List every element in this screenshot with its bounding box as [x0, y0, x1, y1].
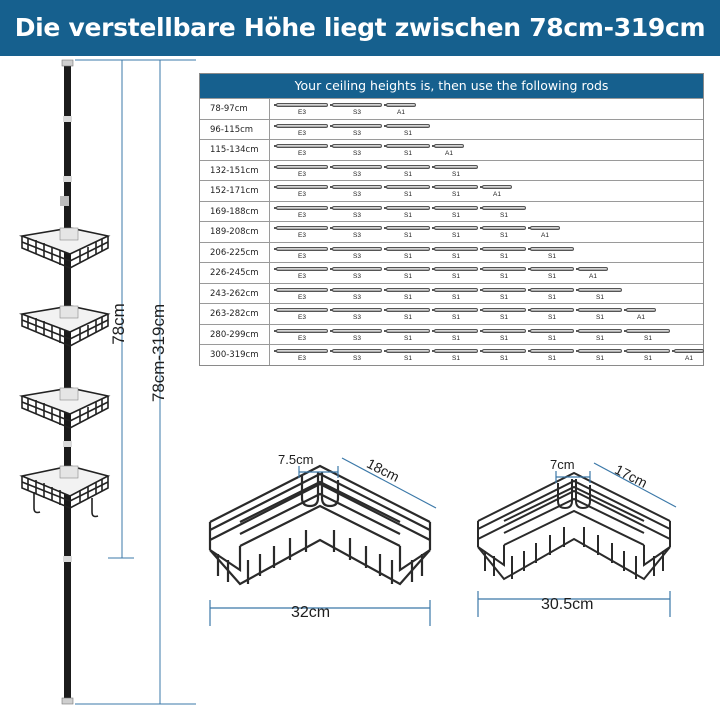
- rod-s1: [482, 204, 526, 221]
- rod-s1: [434, 204, 478, 221]
- rod-label: S1: [596, 293, 604, 301]
- rod-s1: [482, 347, 526, 364]
- rod-bar: [386, 185, 430, 189]
- rod-bar: [332, 226, 382, 230]
- rod-s1: [578, 347, 622, 364]
- rod-label: A1: [685, 355, 693, 362]
- rod-label: S3: [353, 170, 361, 178]
- rod-bar: [332, 185, 382, 189]
- rod-s3: [332, 101, 382, 118]
- large-basket-gap-label: 7.5cm: [278, 452, 314, 467]
- rod-label: S1: [404, 232, 412, 239]
- rod-bar: [386, 329, 430, 333]
- rod-bar: [386, 247, 430, 251]
- rod-s1: [434, 183, 478, 200]
- rod-label: E3: [298, 232, 306, 239]
- rod-label: E3: [298, 314, 306, 321]
- rod-s1: [386, 347, 430, 364]
- rod-label: S3: [353, 109, 361, 116]
- rod-bar: [386, 206, 430, 210]
- rod-bar: [578, 349, 622, 353]
- height-range: 132-151cm: [200, 161, 270, 181]
- rod-label: S1: [404, 355, 412, 362]
- rod-label: A1: [493, 191, 501, 198]
- rod-e3: [276, 183, 328, 200]
- rod-label: S1: [452, 211, 460, 219]
- rod-bar: [276, 206, 328, 210]
- rod-bar: [332, 308, 382, 312]
- rod-a1: [434, 142, 464, 159]
- rod-bar: [578, 288, 622, 292]
- rod-label: S1: [500, 252, 508, 260]
- rod-s1: [578, 286, 622, 303]
- rod-label: S3: [353, 273, 361, 280]
- rod-bar: [530, 329, 574, 333]
- rod-list: [272, 263, 703, 283]
- large-basket-width-label: 32cm: [291, 604, 331, 621]
- rod-label: S1: [452, 170, 460, 178]
- rod-bar: [332, 288, 382, 292]
- rod-s3: [332, 142, 382, 159]
- rod-label: S1: [500, 355, 508, 362]
- rod-list: [272, 345, 703, 365]
- rod-list: [272, 161, 703, 181]
- table-row: [200, 160, 703, 181]
- rod-s1: [482, 306, 526, 323]
- rod-bar: [434, 206, 478, 210]
- height-range: 300-319cm: [200, 345, 270, 365]
- rod-bar: [434, 349, 478, 353]
- table-row: [200, 303, 703, 324]
- rod-label: S1: [404, 334, 412, 342]
- rod-label: E3: [298, 211, 306, 219]
- rod-label: S1: [500, 273, 508, 280]
- rod-label: S1: [404, 129, 412, 137]
- rod-bar: [332, 124, 382, 128]
- rod-label: S1: [404, 150, 412, 157]
- table-row: [200, 344, 703, 365]
- rod-s1: [626, 347, 670, 364]
- rod-bar: [482, 226, 526, 230]
- rod-a1: [386, 101, 416, 118]
- rod-label: S1: [404, 314, 412, 321]
- rod-label: S1: [548, 334, 556, 342]
- rod-label: E3: [298, 129, 306, 137]
- rod-e3: [276, 306, 328, 323]
- small-basket-depth-label: 17cm: [612, 461, 651, 491]
- rod-s1: [530, 265, 574, 282]
- rod-s1: [530, 306, 574, 323]
- rod-s3: [332, 224, 382, 241]
- rod-bar: [530, 247, 574, 251]
- small-basket-gap-label: 7cm: [550, 457, 575, 472]
- rod-list: [272, 222, 703, 242]
- rod-bar: [276, 329, 328, 333]
- rod-a1: [578, 265, 608, 282]
- rod-bar: [482, 349, 526, 353]
- rod-a1: [674, 347, 704, 364]
- rod-bar: [386, 308, 430, 312]
- rod-bar: [482, 206, 526, 210]
- rod-bar: [434, 329, 478, 333]
- table-row: [200, 242, 703, 263]
- rod-label: E3: [298, 170, 306, 178]
- table-row: [200, 180, 703, 201]
- rod-label: S1: [452, 191, 460, 198]
- rod-label: S3: [353, 355, 361, 362]
- rod-bar: [276, 267, 328, 271]
- rod-label: A1: [637, 314, 645, 321]
- rod-list: [272, 140, 703, 160]
- rod-bar: [626, 349, 670, 353]
- table-row: [200, 98, 703, 119]
- rod-bar: [276, 349, 328, 353]
- height-range: 169-188cm: [200, 202, 270, 222]
- rod-s3: [332, 306, 382, 323]
- rod-bar: [276, 247, 328, 251]
- rod-s3: [332, 245, 382, 262]
- rod-e3: [276, 142, 328, 159]
- rod-s3: [332, 347, 382, 364]
- rod-label: S1: [644, 355, 652, 362]
- rod-s1: [386, 183, 430, 200]
- rod-s1: [434, 265, 478, 282]
- rod-list: [272, 202, 703, 222]
- height-range: 280-299cm: [200, 325, 270, 345]
- height-range: 115-134cm: [200, 140, 270, 160]
- rod-label: S1: [500, 314, 508, 321]
- rod-bar: [434, 267, 478, 271]
- rod-list: [272, 181, 703, 201]
- height-range: 189-208cm: [200, 222, 270, 242]
- rod-label: S3: [353, 211, 361, 219]
- table-row: [200, 324, 703, 345]
- rod-bar: [276, 288, 328, 292]
- small-basket-width-label: 30.5cm: [541, 596, 594, 613]
- rod-bar: [482, 308, 526, 312]
- rod-bar: [434, 144, 464, 148]
- rod-label: S1: [452, 232, 460, 239]
- rod-label: S1: [500, 334, 508, 342]
- rod-label: E3: [298, 273, 306, 280]
- rod-s1: [386, 224, 430, 241]
- rod-label: A1: [397, 109, 405, 116]
- rod-label: S1: [596, 334, 604, 342]
- rod-bar: [332, 103, 382, 107]
- rod-e3: [276, 327, 328, 344]
- table-row: [200, 139, 703, 160]
- rod-s3: [332, 265, 382, 282]
- table-row: [200, 283, 703, 304]
- rod-list: [272, 243, 703, 263]
- rod-bar: [386, 349, 430, 353]
- rod-a1: [626, 306, 656, 323]
- rod-bar: [434, 308, 478, 312]
- rod-bar: [482, 267, 526, 271]
- rod-label: S1: [500, 211, 508, 219]
- rod-bar: [276, 103, 328, 107]
- rod-bar: [386, 103, 416, 107]
- rod-bar: [276, 165, 328, 169]
- rod-s3: [332, 163, 382, 180]
- rod-e3: [276, 286, 328, 303]
- rod-label: S1: [548, 293, 556, 301]
- rod-e3: [276, 204, 328, 221]
- rod-bar: [530, 226, 560, 230]
- rod-bar: [276, 308, 328, 312]
- height-range: 206-225cm: [200, 243, 270, 263]
- rod-bar: [434, 165, 478, 169]
- rod-bar: [386, 124, 430, 128]
- rod-label: S1: [452, 334, 460, 342]
- rod-bar: [626, 329, 670, 333]
- rod-bar: [276, 226, 328, 230]
- rod-bar: [530, 267, 574, 271]
- rod-list: [272, 284, 703, 304]
- rod-label: S1: [404, 273, 412, 280]
- rod-bar: [332, 247, 382, 251]
- rod-s1: [434, 224, 478, 241]
- rod-label: S1: [404, 170, 412, 178]
- rod-bar: [578, 308, 622, 312]
- rod-bar: [386, 288, 430, 292]
- rod-label: A1: [445, 150, 453, 157]
- rod-s1: [386, 204, 430, 221]
- rod-bar: [482, 329, 526, 333]
- rod-label: S3: [353, 334, 361, 342]
- rod-label: S1: [500, 232, 508, 239]
- rod-e3: [276, 122, 328, 139]
- rod-a1: [482, 183, 512, 200]
- rod-configuration-table: [199, 73, 704, 366]
- rod-s1: [434, 245, 478, 262]
- rod-s1: [530, 286, 574, 303]
- rod-label: S1: [404, 191, 412, 198]
- rod-bar: [530, 349, 574, 353]
- rod-list: [272, 304, 703, 324]
- rod-bar: [276, 124, 328, 128]
- rod-e3: [276, 347, 328, 364]
- rod-label: S3: [353, 293, 361, 301]
- pole-dimension-long: 78cm-319cm: [149, 303, 168, 403]
- rod-label: S1: [452, 355, 460, 362]
- rod-e3: [276, 265, 328, 282]
- rod-s1: [434, 306, 478, 323]
- rod-s1: [482, 265, 526, 282]
- rod-label: S1: [548, 314, 556, 321]
- rod-e3: [276, 163, 328, 180]
- rod-label: S1: [404, 252, 412, 260]
- rod-s1: [530, 347, 574, 364]
- rod-bar: [482, 185, 512, 189]
- rod-s1: [386, 142, 430, 159]
- rod-e3: [276, 245, 328, 262]
- rod-list: [272, 325, 703, 345]
- table-row: [200, 262, 703, 283]
- rod-s1: [386, 286, 430, 303]
- rod-list: [272, 99, 703, 119]
- rod-label: S1: [452, 314, 460, 321]
- rod-s1: [482, 327, 526, 344]
- rod-label: S1: [452, 293, 460, 301]
- rod-label: S3: [353, 191, 361, 198]
- pole-dimension-short: 78cm: [109, 303, 128, 345]
- rod-label: S1: [548, 355, 556, 362]
- rod-bar: [434, 288, 478, 292]
- rod-bar: [386, 226, 430, 230]
- rod-label: E3: [298, 334, 306, 342]
- rod-s1: [578, 306, 622, 323]
- rod-bar: [332, 165, 382, 169]
- rod-bar: [386, 165, 430, 169]
- rod-s3: [332, 327, 382, 344]
- rod-s1: [530, 327, 574, 344]
- rod-label: E3: [298, 293, 306, 301]
- rod-bar: [332, 144, 382, 148]
- rod-label: S1: [548, 273, 556, 280]
- rod-a1: [530, 224, 560, 241]
- rod-label: S1: [548, 252, 556, 260]
- rod-label: S1: [596, 314, 604, 321]
- rod-s1: [626, 327, 670, 344]
- rod-s1: [386, 306, 430, 323]
- rod-bar: [332, 206, 382, 210]
- rod-bar: [386, 267, 430, 271]
- height-range: 152-171cm: [200, 181, 270, 201]
- large-basket-diagram: [200, 450, 440, 630]
- rod-s1: [386, 163, 430, 180]
- rod-label: E3: [298, 150, 306, 157]
- rod-list: [272, 120, 703, 140]
- rod-label: A1: [541, 232, 549, 239]
- rod-e3: [276, 224, 328, 241]
- rod-s1: [530, 245, 574, 262]
- table-row: [200, 201, 703, 222]
- height-range: 226-245cm: [200, 263, 270, 283]
- rod-label: S1: [404, 211, 412, 219]
- rod-bar: [386, 144, 430, 148]
- rod-label: E3: [298, 191, 306, 198]
- rod-bar: [578, 267, 608, 271]
- rod-label: S1: [452, 273, 460, 280]
- page-title: Die verstellbare Höhe liegt zwischen 78cm-319cm: [14, 13, 706, 42]
- rod-s1: [434, 327, 478, 344]
- rod-e3: [276, 101, 328, 118]
- rod-label: S3: [353, 314, 361, 321]
- large-basket-depth-label: 18cm: [364, 455, 403, 485]
- rod-s3: [332, 204, 382, 221]
- rod-bar: [530, 288, 574, 292]
- table-body: [200, 98, 703, 365]
- rod-bar: [332, 329, 382, 333]
- rod-s3: [332, 286, 382, 303]
- rod-s1: [386, 122, 430, 139]
- rod-bar: [482, 247, 526, 251]
- rod-label: S1: [404, 293, 412, 301]
- rod-label: E3: [298, 109, 306, 116]
- rod-bar: [434, 226, 478, 230]
- rod-label: S1: [596, 355, 604, 362]
- rod-bar: [276, 144, 328, 148]
- rod-label: A1: [589, 273, 597, 280]
- rod-s1: [482, 245, 526, 262]
- rod-bar: [578, 329, 622, 333]
- rod-bar: [482, 288, 526, 292]
- rod-s1: [578, 327, 622, 344]
- rod-s1: [434, 347, 478, 364]
- rod-label: E3: [298, 355, 306, 362]
- rod-bar: [530, 308, 574, 312]
- rod-bar: [674, 349, 704, 353]
- rod-s3: [332, 122, 382, 139]
- rod-bar: [434, 185, 478, 189]
- height-range: 243-262cm: [200, 284, 270, 304]
- rod-label: S1: [644, 334, 652, 342]
- rod-bar: [332, 267, 382, 271]
- rod-bar: [332, 349, 382, 353]
- table-row: [200, 119, 703, 140]
- table-header: Your ceiling heights is, then use the following rods: [200, 74, 703, 98]
- table-row: [200, 221, 703, 242]
- rod-s3: [332, 183, 382, 200]
- rod-label: E3: [298, 252, 306, 260]
- rod-s1: [434, 286, 478, 303]
- rod-s1: [386, 265, 430, 282]
- rod-label: S1: [452, 252, 460, 260]
- rod-s1: [482, 224, 526, 241]
- rod-bar: [276, 185, 328, 189]
- height-range: 78-97cm: [200, 99, 270, 119]
- rod-bar: [626, 308, 656, 312]
- rod-s1: [434, 163, 478, 180]
- rod-label: S1: [500, 293, 508, 301]
- rod-s1: [386, 245, 430, 262]
- rod-s1: [482, 286, 526, 303]
- rod-label: S3: [353, 129, 361, 137]
- rod-label: S3: [353, 150, 361, 157]
- height-range: 96-115cm: [200, 120, 270, 140]
- rod-label: S3: [353, 232, 361, 239]
- rod-bar: [434, 247, 478, 251]
- rod-s1: [386, 327, 430, 344]
- rod-label: S3: [353, 252, 361, 260]
- height-range: 263-282cm: [200, 304, 270, 324]
